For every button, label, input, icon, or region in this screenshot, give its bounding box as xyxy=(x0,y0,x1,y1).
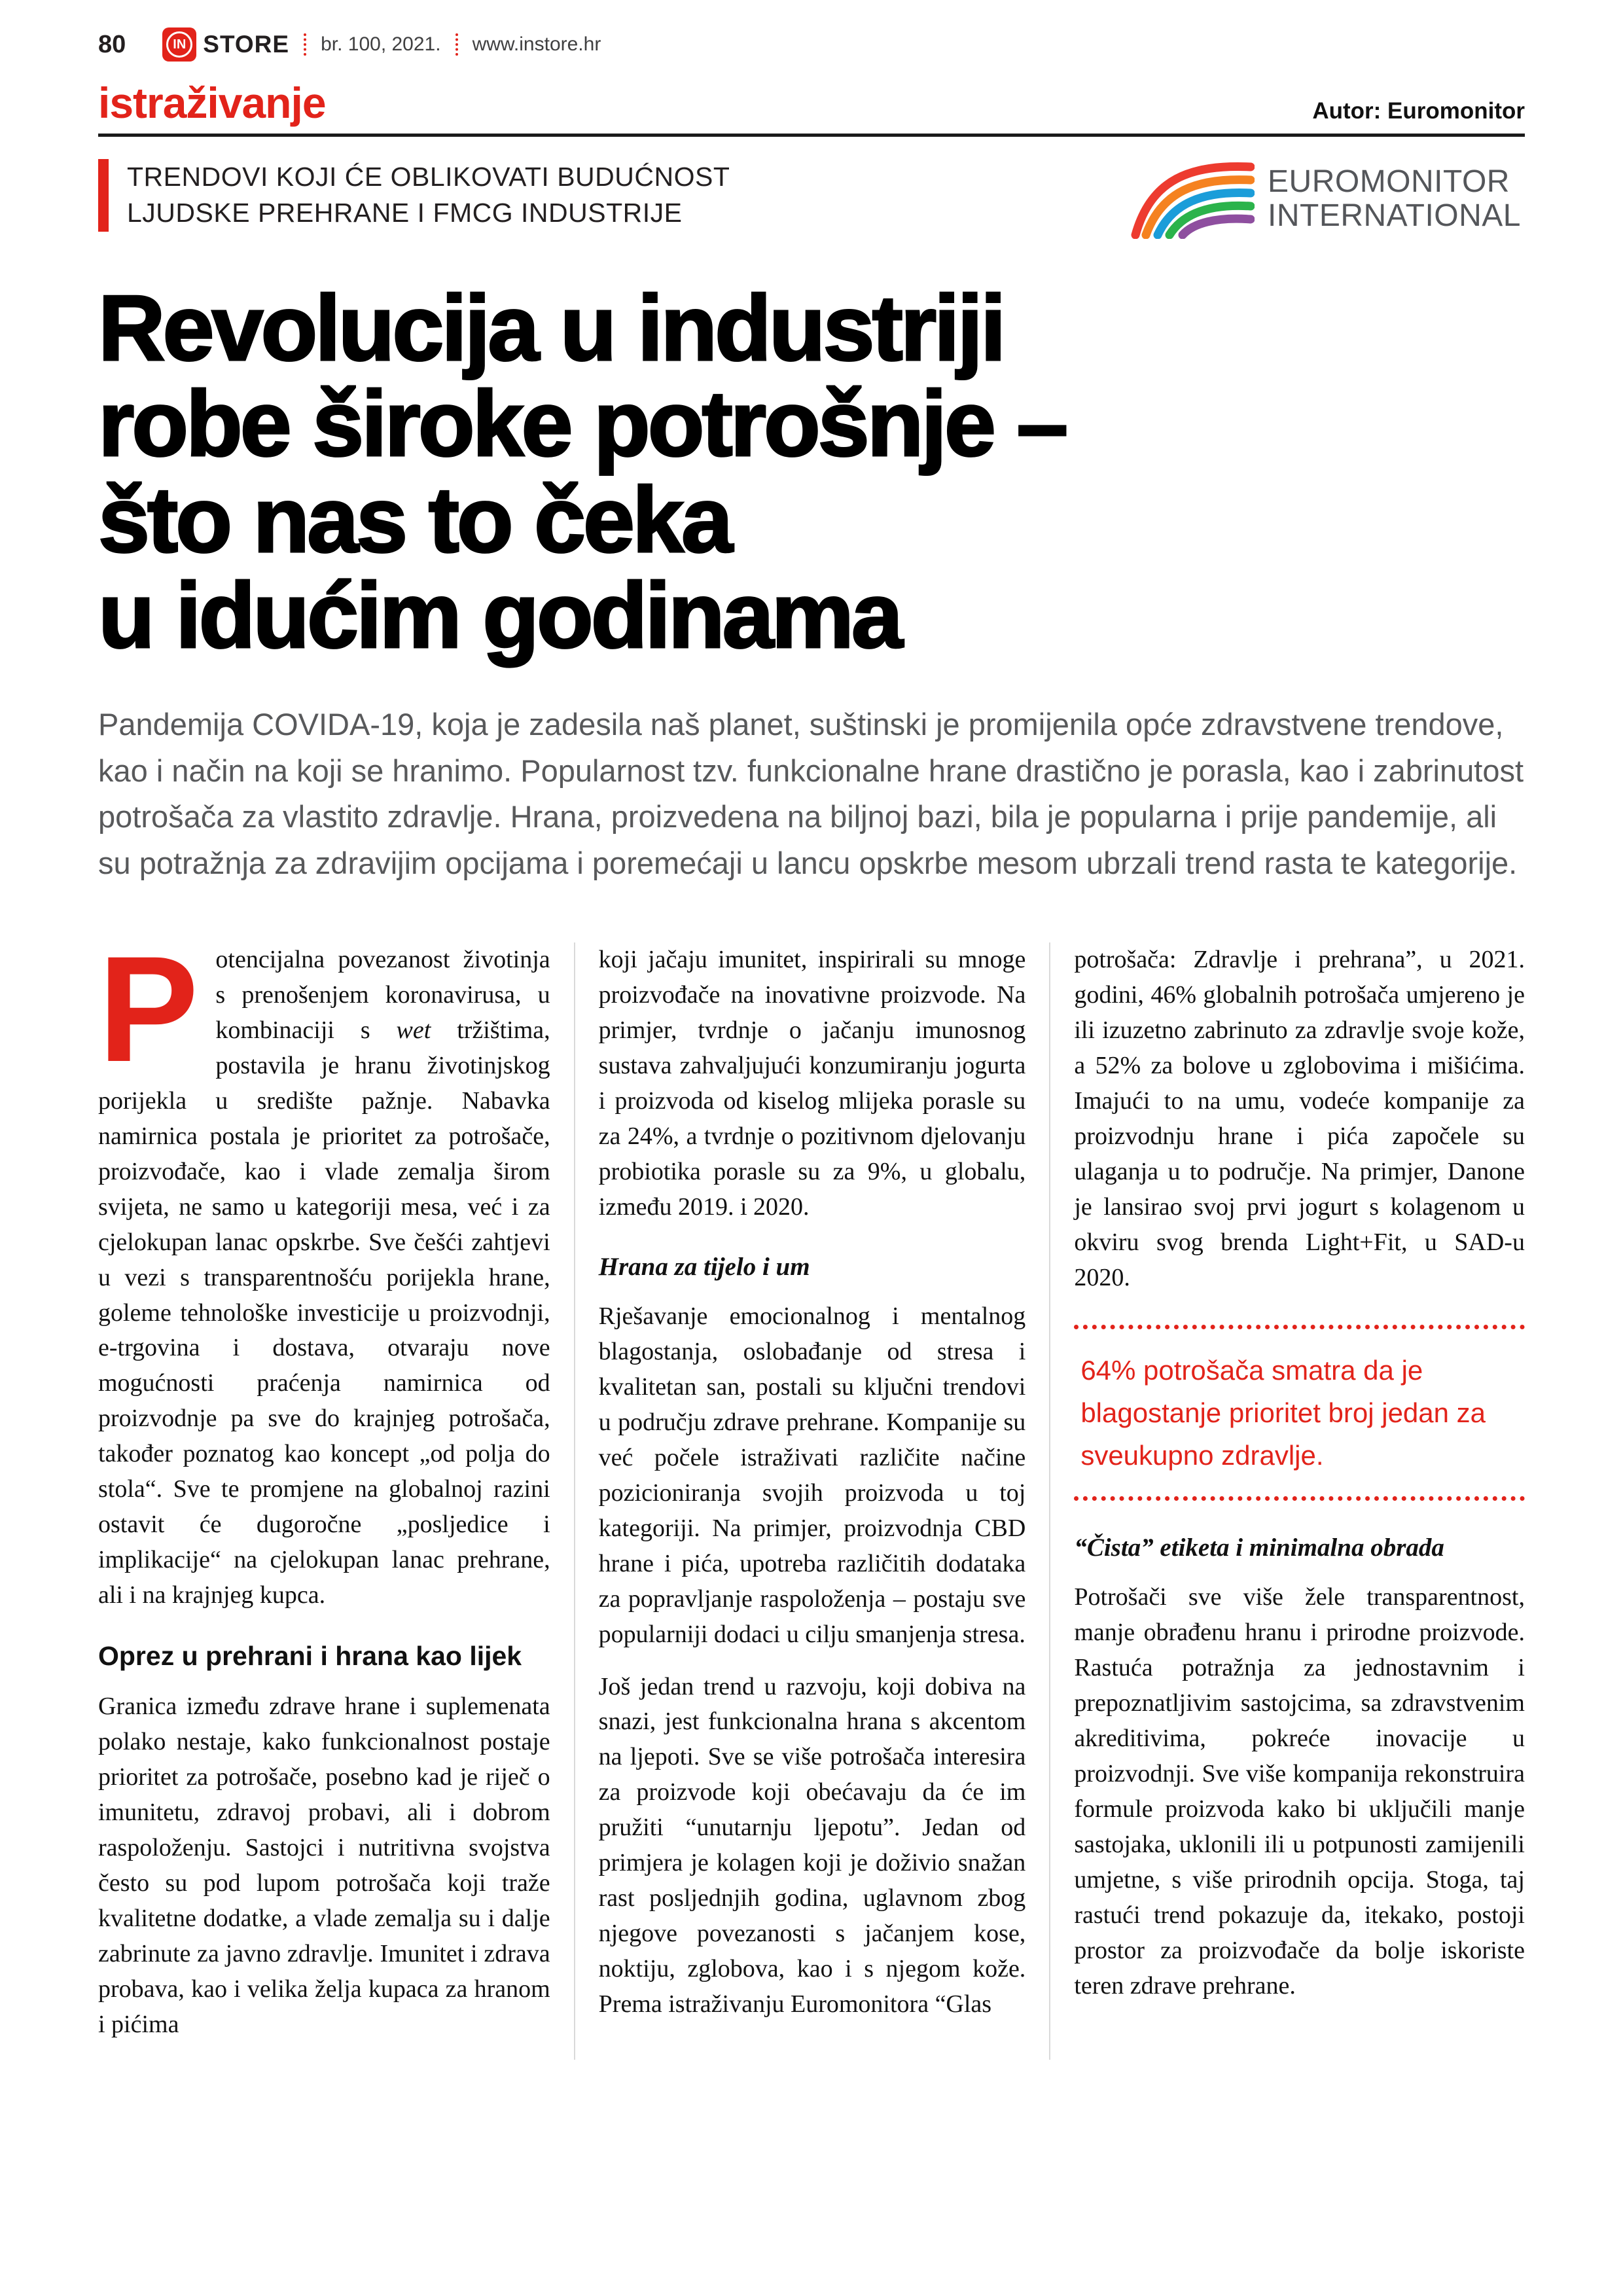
drop-cap: P xyxy=(98,925,199,1093)
euromonitor-logo xyxy=(1130,159,1525,239)
website-url: www.instore.hr xyxy=(472,33,601,55)
article-paragraph: Rješavanje emocionalnog i mentalnog blagostanja, oslobađanje od stresa i kvalitetan san, postali su ključni trendovi u području zdrave prehrane. Kompanije su već počele istraživati različite načine pozicioniranja svojih proizvoda u toj kategoriji. Na primjer, proizvodnja CBD hrane i pića, upotreba različitih dodataka za popravljanje raspoloženja – postaju sve popularniji dodaci u cilju smanjenja stresa. xyxy=(598,1302,1026,1648)
article-column-3 xyxy=(1049,942,1525,2060)
subhead-food-body-mind: Hrana za tijelo i um xyxy=(598,1252,810,1281)
headline-line-2: robe široke potrošnje – xyxy=(98,372,1066,476)
article-paragraph xyxy=(98,925,550,1613)
paragraph-text: otencijalna povezanost životinja s prenošenjem koronavirusa, u kombinaciji s xyxy=(215,946,550,1044)
article-paragraph: Granica između zdrave hrane i suplemenata polako nestaje, kako funkcionalnost postaje prioritet za potrošače, posebno kad je riječ o imunitetu, zdravoj probavi, ali i dobrom raspoloženju. Sastojci i nutritivna svojstva često su pod lupom potrošača koji traže kvalitetne dodatke, a vlade zemalja su i dalje zabrinute za javno zdravlje. Imunitet i zdrava probava, kao i velika želja kupaca za hranom i pićima xyxy=(98,1693,550,2038)
instore-logo-in: IN xyxy=(166,31,192,58)
section-title: istraživanje xyxy=(98,79,326,127)
subhead-caution-food-medicine: Oprez u prehrani i hrana kao lijek xyxy=(98,1641,522,1672)
article-column-2 xyxy=(574,942,1050,2060)
paragraph-emphasis: wet xyxy=(396,1016,431,1044)
article-column-1 xyxy=(98,925,574,2060)
euromonitor-wordmark-line-2: INTERNATIONAL xyxy=(1268,198,1521,233)
kicker-line-1: TRENDOVI KOJI ĆE OBLIKOVATI BUDUĆNOST xyxy=(127,162,730,192)
pull-quote: 64% potrošača smatra da je blagostanje prioritet broj jedan za sveukupno zdravlje. xyxy=(1074,1325,1525,1501)
paragraph-text: tržištima, postavila je hranu životinjskog porijekla u središte pažnje. Nabavka namirnica postala je prioritet za potrošače, proizvođače, kao i vlade zemalja širom svijeta, ne samo u kategoriji mesa, već i za cjelokupan lanac opskrbe. Sve češći zahtjevi u vezi s transparentnošću porijekla hrane, goleme tehnološke investicije u proizvodnji, e-trgovina i dostava, otvaraju nove mogućnosti praćenja namirnica od proizvodnje pa sve do krajnjeg potrošača, također poznatog kao koncept „od polja do stola“. Sve te promjene na globalnoj razini ostavit će dugoročne „posljedice i implikacije“ na cjelokupan lanac prehrane, ali i na krajnjeg kupca. xyxy=(98,1016,550,1609)
kicker-line-2: LJUDSKE PREHRANE I FMCG INDUSTRIJE xyxy=(127,198,683,228)
article-paragraph: Potrošači sve više žele transparentnost, manje obrađenu hranu i prirodne proizvode. Rastuća potražnja za jednostavnim i prepoznatljivim sastojcima, sa zdravstvenim akreditivima, pokreće inovacije u proizvodnji. Sve više kompanija rekonstruira formule proizvoda kako bi uključili manje sastojaka, uklonili ili u potpunosti zamijenili umjetne, s više prirodnih opcija. Stoga, taj rastući trend pokazuje da, itekako, postoji prostor za proizvođače da bolje iskoriste teren zdrave prehrane. xyxy=(1074,1583,1525,2000)
headline-line-3: što nas to čeka xyxy=(98,467,730,572)
kicker-row xyxy=(98,159,1525,239)
article-body xyxy=(98,925,1525,2060)
article-paragraph: potrošača: Zdravlje i prehrana”, u 2021. godini, 46% globalnih potrošača umjereno je ili izuzetno zabrinuto za zdravlje svoje kože, a 52% za bolove u zglobovima i mišićima. Imajući to na umu, vodeće kompanije za proizvodnju hrane i pića započele su ulaganja u to područje. Na primjer, Danone je lansirao svoj prvi jogurt s kolagenom u okviru svog brenda Light+Fit, u SAD-u 2020. xyxy=(1074,946,1525,1291)
headline-line-4: u idućim godinama xyxy=(98,563,901,668)
subhead-clean-label: “Čista” etiketa i minimalna obrada xyxy=(1074,1533,1444,1562)
masthead xyxy=(98,27,1525,62)
dotted-separator xyxy=(455,33,458,56)
euromonitor-wordmark xyxy=(1268,165,1521,233)
article-paragraph: Još jedan trend u razvoju, koji dobiva na snazi, jest funkcionalna hrana s akcentom na ljepoti. Sve se više potrošača interesira za proizvode koji obećavaju da će im pružiti “unutarnju ljepotu”. Jedan od primjera je kolagen koji je doživio snažan rast posljednjih godina, uglavnom zbog njegove povezanosti s jačanjem kose, noktiju, zglobova, kao i s njegom kože. Prema istraživanju Euromonitora “Glas xyxy=(598,1672,1026,2018)
lead-paragraph: Pandemija COVIDA-19, koja je zadesila naš planet, suštinski je promijenila opće zdravstvene trendove, kao i način na koji se hranimo. Popularnost tzv. funkcionalne hrane drastično je porasla, kao i zabrinutost potrošača za vlastito zdravlje. Hrana, proizvedena na biljnoj bazi, bila je popularna i prije pandemije, ali su potražnja za zdravijim opcijama i poremećaji u lancu opskrbe mesom ubrzali trend rasta te kategorije. xyxy=(98,707,1524,880)
instore-logo-icon xyxy=(162,27,196,62)
section-row xyxy=(98,79,1525,127)
kicker xyxy=(98,159,730,232)
instore-logo-wordmark: STORE xyxy=(203,31,290,58)
instore-logo xyxy=(162,27,289,62)
dotted-separator xyxy=(304,33,306,56)
issue-number: br. 100, 2021. xyxy=(321,33,441,55)
headline-line-1: Revolucija u industriji xyxy=(98,276,1004,380)
author-credit: Autor: Euromonitor xyxy=(1312,98,1525,124)
article-paragraph: koji jačaju imunitet, inspirirali su mnoge proizvođače na inovativne proizvode. Na primjer, tvrdnje o jačanju imunosnog sustava zahvaljujući konzumiranju jogurta i proizvoda od kiselog mlijeka porasle su za 24%, a tvrdnje o pozitivnom djelovanju probiotika porasle su za 9%, u globalu, između 2019. i 2020. xyxy=(598,946,1026,1221)
euromonitor-wordmark-line-1: EUROMONITOR xyxy=(1268,164,1510,200)
divider-rule xyxy=(98,134,1525,137)
euromonitor-logo-icon xyxy=(1130,159,1255,239)
headline xyxy=(98,276,1525,668)
page-number: 80 xyxy=(98,30,126,58)
